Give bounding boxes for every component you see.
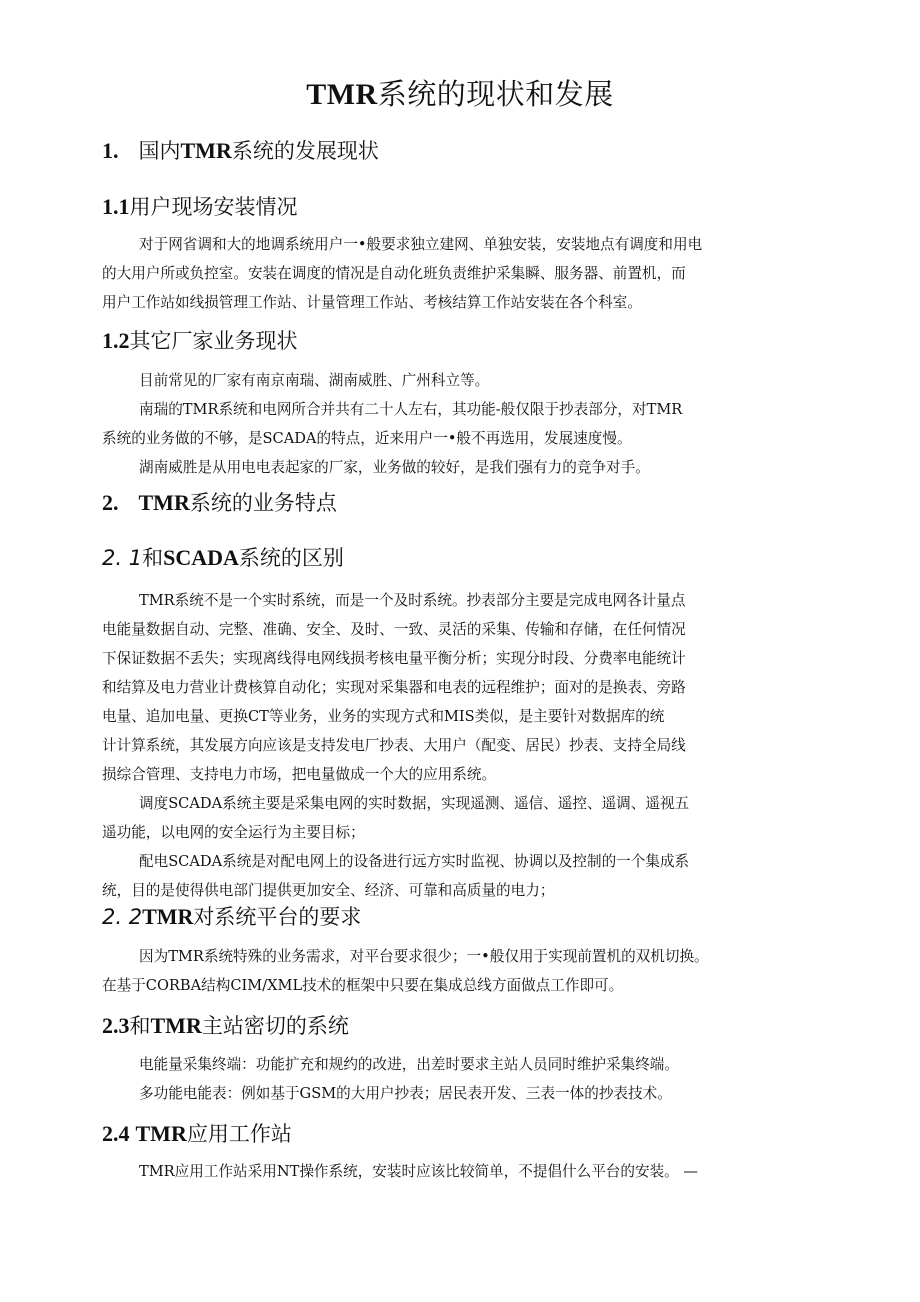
- text-line: 因为TMR系统特殊的业务需求，对平台要求很少；一•般仅用于实现前置机的双机切换。: [139, 948, 709, 965]
- paragraph-2-4: [102, 1157, 772, 1186]
- heading-section-2-3: 2.3和TMR主站密切的系统: [102, 1013, 349, 1038]
- heading-section-1-2: 1.2其它厂家业务现状: [102, 328, 298, 353]
- title-latin: TMR: [306, 78, 378, 111]
- text-line: 对于网省调和大的地调系统用户一•般要求独立建网、单独安装，安装地点有调度和用电: [139, 236, 703, 253]
- text-line: 系统的业务做的不够，是SCADA的特点，近来用户一•般不再选用，发展速度慢。: [102, 430, 632, 447]
- text-line: 下保证数据不丢失；实现离线得电网线损考核电量平衡分析；实现分时段、分费率电能统计: [102, 650, 686, 667]
- text-line: 电能量采集终端：功能扩充和规约的改进，出差时要求主站人员同时维护采集终端。: [139, 1056, 679, 1073]
- text-line: 湖南威胜是从用电电表起家的厂家，业务做的较好，是我们强有力的竞争对手。: [139, 459, 650, 476]
- text-line: 损综合管理、支持电力市场，把电量做成一个大的应用系统。: [102, 766, 497, 783]
- paragraph-1-2: [102, 366, 772, 482]
- document-title: [0, 74, 920, 115]
- title-text: 系统的现状和发展: [377, 77, 614, 111]
- heading-section-2: 2. TMR系统的业务特点: [102, 490, 337, 515]
- paragraph-1-1: [102, 230, 772, 317]
- heading-section-2-2: 2. 2TMR对系统平台的要求: [102, 904, 362, 929]
- text-line: 多功能电能表：例如基于GSM的大用户抄表；居民表开发、三表一体的抄表技术。: [139, 1085, 672, 1102]
- text-line: 电能量数据自动、完整、准确、安全、及时、一致、灵活的采集、传输和存储，在任何情况: [102, 621, 686, 638]
- text-line: 和结算及电力营业计费核算自动化；实现对采集器和电表的远程维护；面对的是换表、旁路: [102, 679, 686, 696]
- heading-section-2-4: 2.4 TMR应用工作站: [102, 1121, 292, 1146]
- heading-section-1: 1. 国内TMR系统的发展现状: [102, 138, 379, 163]
- text-line: 配电SCADA系统是对配电网上的设备进行远方实时监视、协调以及控制的一个集成系: [139, 853, 690, 870]
- text-line: 在基于CORBA结构CIM/XML技术的框架中只要在集成总线方面做点工作即可。: [102, 977, 624, 994]
- text-line: 计计算系统，其发展方向应该是支持发电厂抄表、大用户（配变、居民）抄表、支持全局线: [102, 737, 686, 754]
- paragraph-2-1: [102, 586, 772, 905]
- text-line: 的大用户所或负控室。安装在调度的情况是自动化班负责维护采集瞬、服务器、前置机，而: [102, 265, 686, 282]
- heading-section-1-1: 1.1用户现场安装情况: [102, 194, 298, 219]
- text-line: 用户工作站如线损管理工作站、计量管理工作站、考核结算工作站安装在各个科室。: [102, 294, 642, 311]
- heading-section-2-1: 2. 1和SCADA系统的区别: [102, 545, 344, 570]
- paragraph-2-2: [102, 942, 772, 1000]
- paragraph-2-3: [102, 1050, 772, 1108]
- text-line: TMR系统不是一个实时系统，而是一个及时系统。抄表部分主要是完成电网各计量点: [139, 592, 686, 609]
- text-line: 目前常见的厂家有南京南瑞、湖南威胜、广州科立等。: [139, 372, 490, 389]
- text-line: TMR应用工作站采用NT操作系统，安装时应该比较简单，不提倡什么平台的安装。 —: [139, 1163, 698, 1180]
- text-line: 统，目的是使得供电部门提供更加安全、经济、可靠和高质量的电力；: [102, 882, 555, 899]
- text-line: 电量、追加电量、更换CT等业务，业务的实现方式和MIS类似，是主要针对数据库的统: [102, 708, 665, 725]
- text-line: 南瑞的TMR系统和电网所合并共有二十人左右，其功能-般仅限于抄表部分，对TMR: [139, 401, 683, 418]
- text-line: 遥功能，以电网的安全运行为主要目标；: [102, 824, 365, 841]
- text-line: 调度SCADA系统主要是采集电网的实时数据，实现遥测、遥信、遥控、遥调、遥视五: [139, 795, 690, 812]
